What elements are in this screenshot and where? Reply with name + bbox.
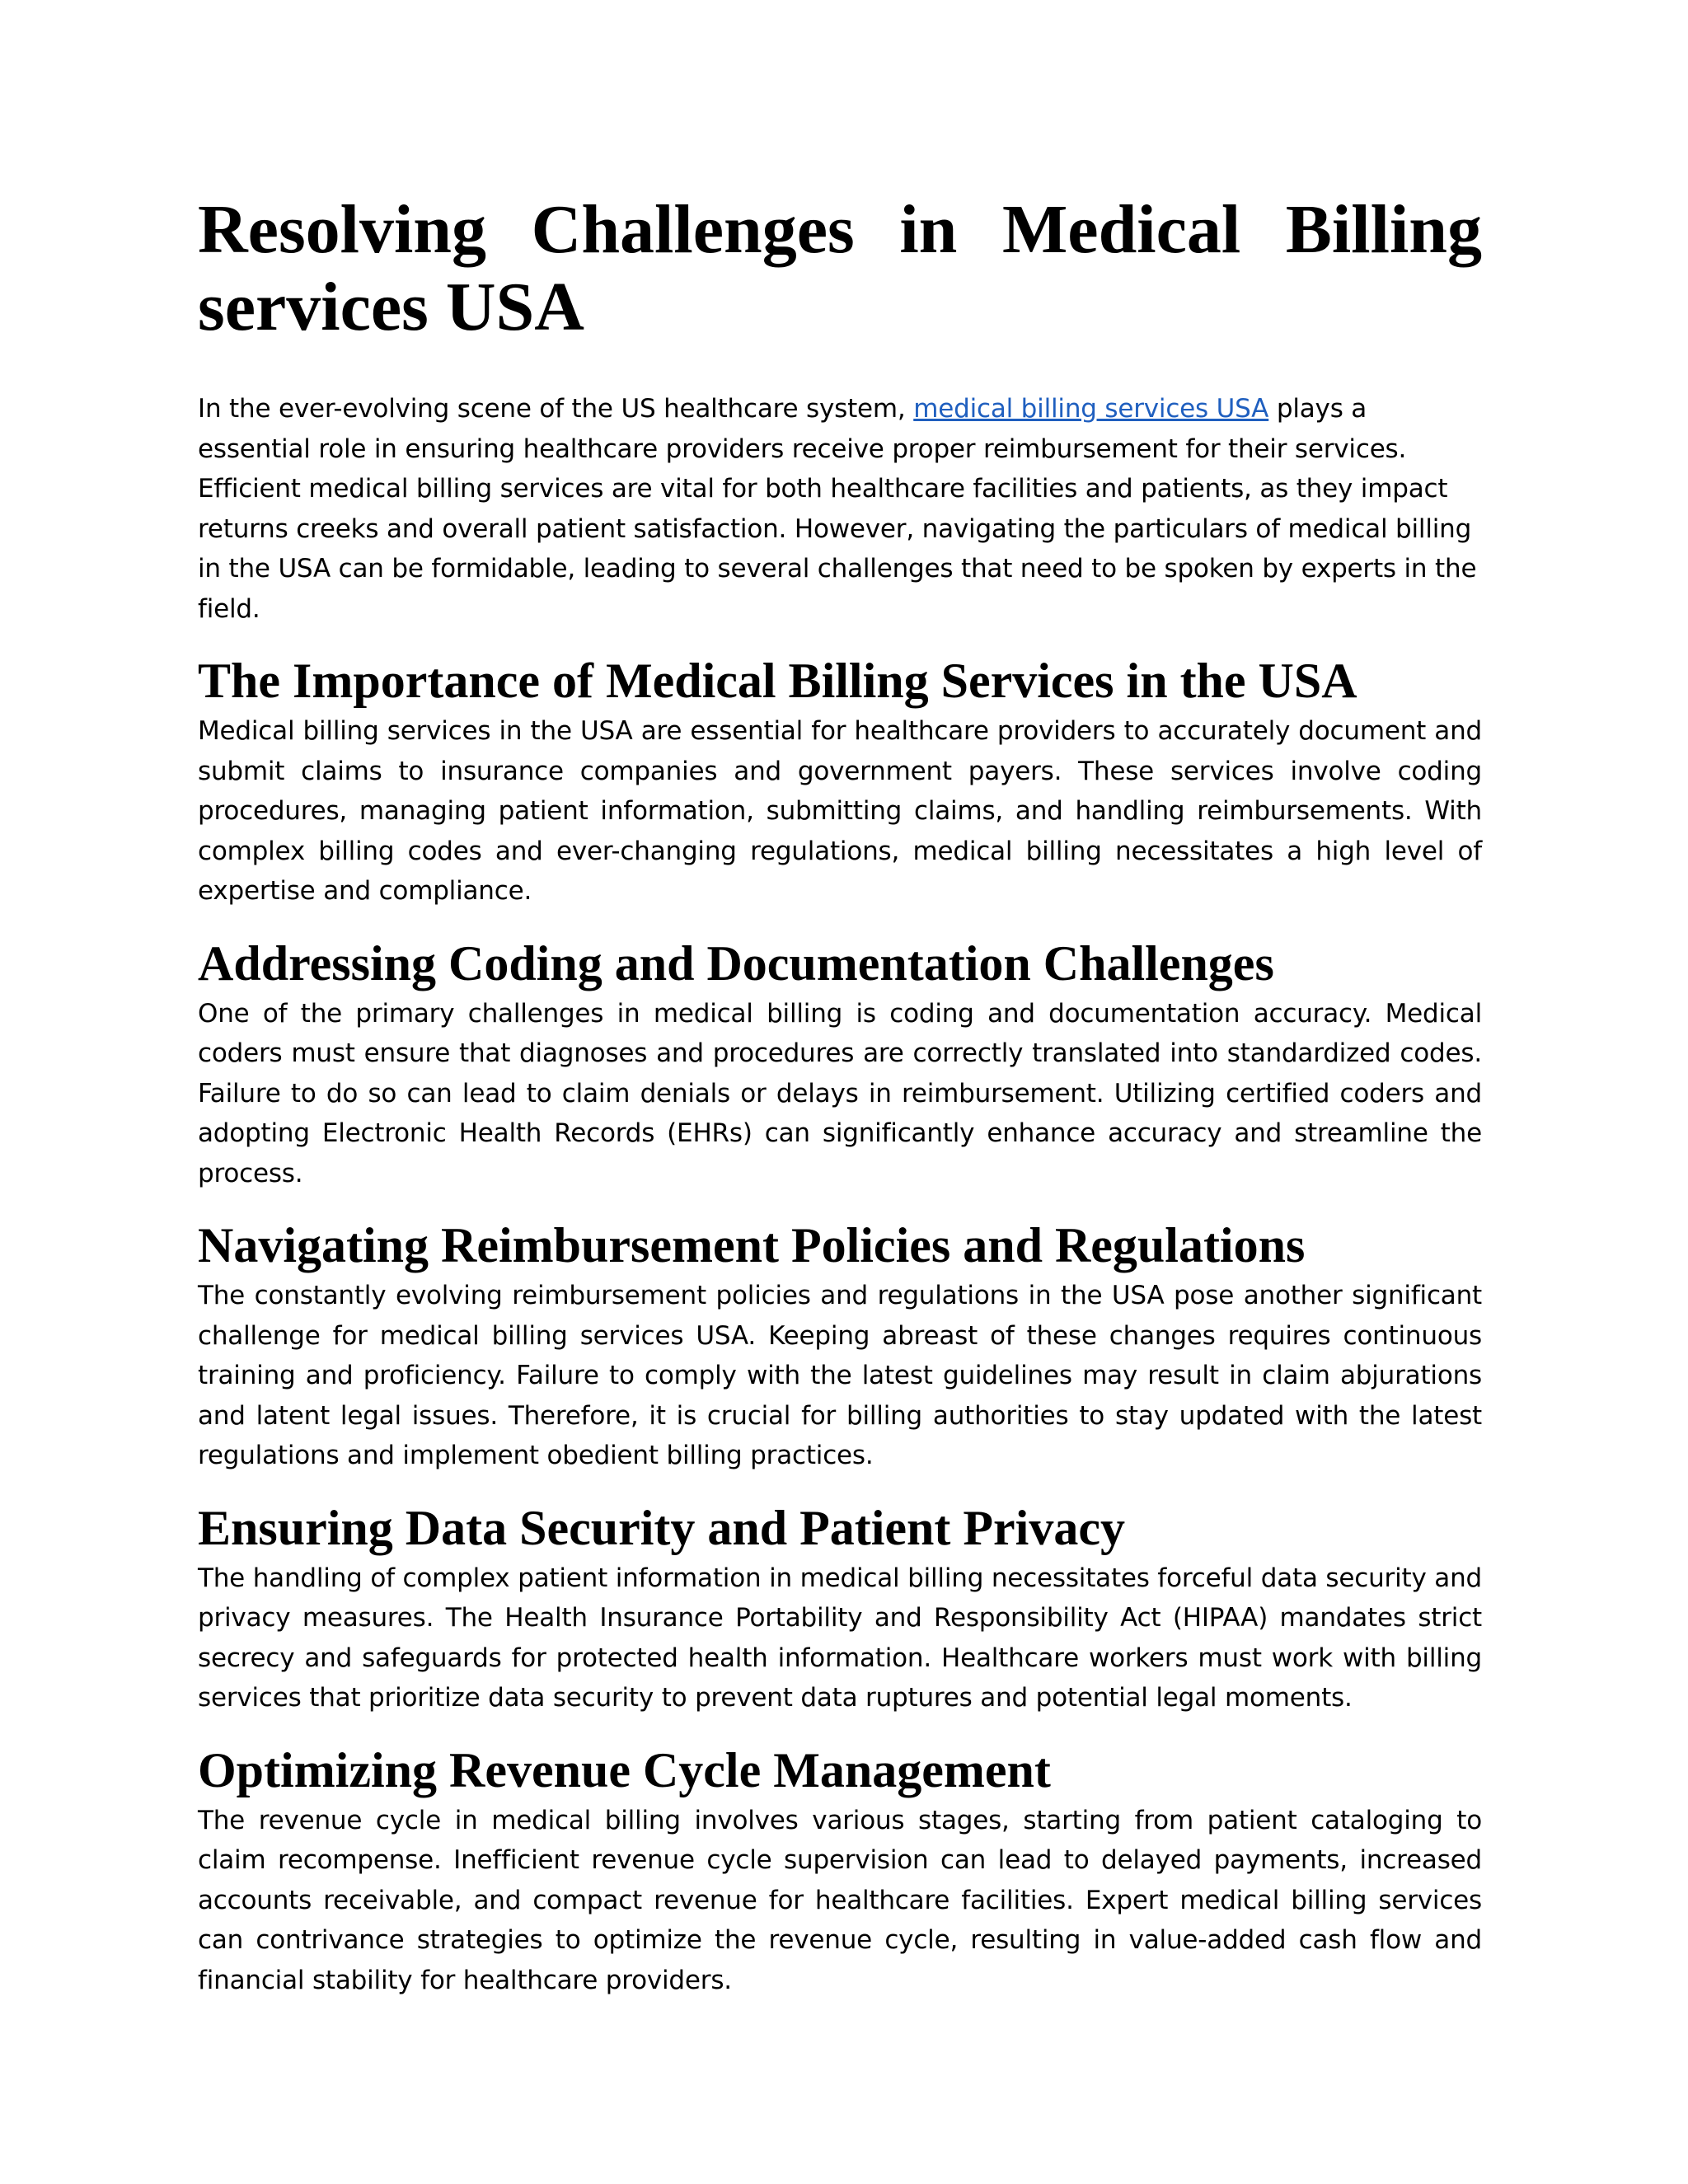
section-revenue-cycle — [198, 1743, 1482, 2001]
section-heading: Navigating Reimbursement Policies and Regulations — [198, 1218, 1306, 1272]
section-body: The handling of complex patient information in medical billing necessitates forceful data security and privacy measures. The Health Insurance Portability and Responsibility Act (HIPAA) mandates strict secrecy and safeguards for protected health information. Healthcare workers must work with billing services that prioritize data security to prevent data ruptures and potential legal moments. — [198, 1563, 1482, 1713]
section-body: The revenue cycle in medical billing involves various stages, starting from patient cataloging to claim recompense. Inefficient revenue cycle supervision can lead to delayed payments, increased accounts receivable, and compact revenue for healthcare facilities. Expert medical billing services can contrivance strategies to optimize the revenue cycle, resulting in value-added cash flow and financial stability for healthcare providers. — [198, 1805, 1482, 1995]
page-title: Resolving Challenges in Medical Billing services USA — [198, 191, 1482, 345]
section-heading: Optimizing Revenue Cycle Management — [198, 1742, 1051, 1797]
intro-text-start: In the ever-evolving scene of the US healthcare system, — [198, 394, 914, 424]
intro-text-end: plays a essential role in ensuring healthcare providers receive proper reimbursement for their services. Efficient medical billing services are vital for both healthcare facilities and patients, as they impact returns creeks and overall patient satisfaction. However, navigating the particulars of medical billing in the USA can be formidable, leading to several challenges that need to be spoken by experts in the field. — [198, 394, 1477, 624]
section-coding — [198, 936, 1482, 1194]
section-reimbursement — [198, 1218, 1482, 1476]
section-body: One of the primary challenges in medical billing is coding and documentation accuracy. Medical coders must ensure that diagnoses and procedures are correctly translated into standardized codes. Failure to do so can lead to claim denials or delays in reimbursement. Utilizing certified coders and adopting Electronic Health Records (EHRs) can significantly enhance accuracy and streamline the process. — [198, 998, 1482, 1188]
section-data-security — [198, 1501, 1482, 1718]
section-importance — [198, 654, 1482, 912]
medical-billing-services-link[interactable]: medical billing services USA — [913, 394, 1269, 424]
section-heading: The Importance of Medical Billing Services in the USA — [198, 654, 1357, 708]
section-heading: Ensuring Data Security and Patient Privacy — [198, 1500, 1125, 1555]
section-heading: Addressing Coding and Documentation Challenges — [198, 935, 1274, 991]
document-page — [198, 191, 1482, 2025]
intro-paragraph — [198, 389, 1482, 629]
section-body: Medical billing services in the USA are essential for healthcare providers to accurately document and submit claims to insurance companies and government payers. These services involve coding procedures, managing patient information, submitting claims, and handling reimbursements. With complex billing codes and ever-changing regulations, medical billing necessitates a high level of expertise and compliance. — [198, 716, 1482, 906]
section-body: The constantly evolving reimbursement policies and regulations in the USA pose another significant challenge for medical billing services USA. Keeping abreast of these changes requires continuous training and proficiency. Failure to comply with the latest guidelines may result in claim abjurations and latent legal issues. Therefore, it is crucial for billing authorities to stay updated with the latest regulations and implement obedient billing practices. — [198, 1281, 1482, 1470]
